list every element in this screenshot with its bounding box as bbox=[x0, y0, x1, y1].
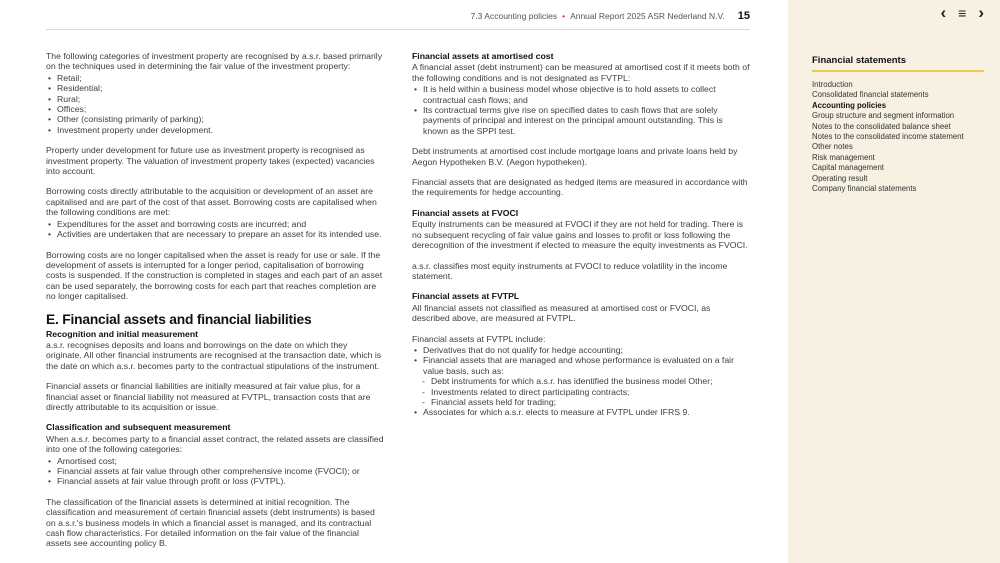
sidebar-item[interactable]: Risk management bbox=[812, 152, 875, 162]
sidebar-item[interactable]: Operating result bbox=[812, 173, 868, 183]
left-column bbox=[46, 51, 384, 559]
sidebar-item[interactable]: Capital management bbox=[812, 163, 884, 173]
sidebar-item[interactable]: Accounting policies bbox=[812, 100, 887, 110]
paragraph: Debt instruments at amortised cost include mortgage loans and private loans held by Aegon Hypotheken B.V. (Aegon hypotheken). bbox=[412, 146, 738, 167]
sidebar-item[interactable]: Introduction bbox=[812, 80, 853, 89]
sidebar-nav bbox=[812, 80, 984, 194]
sidebar-item[interactable]: Other notes bbox=[812, 142, 853, 152]
sidebar-title: Financial statements bbox=[812, 55, 984, 72]
document-header bbox=[46, 10, 750, 29]
paragraph: A financial asset (debt instrument) can be measured at amortised cost if it meets both of the following conditions and is not designated as FVTPL: bbox=[412, 62, 750, 83]
bullet-list-item: • Financial assets at fair value through profit or loss (FVTPL). bbox=[46, 476, 384, 486]
bullet-list bbox=[46, 73, 384, 135]
dash-list-item: - Debt instruments for which a.s.r. has identified the business model Other; bbox=[412, 376, 750, 386]
bullet-list-item: • Residential; bbox=[46, 83, 384, 93]
dash-list-item: - Investments related to direct participating contracts; bbox=[412, 387, 750, 397]
header-section-label: 7.3 Accounting policies bbox=[470, 11, 558, 21]
section-heading: E. Financial assets and financial liabilities bbox=[46, 311, 312, 327]
paragraph: All financial assets not classified as measured at amortised cost or FVOCI, as described above, are measured at FVTPL. bbox=[412, 302, 711, 324]
bullet-list-item: • Amortised cost; bbox=[46, 456, 384, 466]
bullet-list-item: • Investment property under development. bbox=[46, 125, 384, 135]
menu-icon[interactable]: ≡ bbox=[958, 5, 967, 21]
sidebar-item[interactable]: Company financial statements bbox=[812, 184, 917, 194]
bullet-list-item: • Derivatives that do not qualify for hedge accounting; bbox=[412, 345, 750, 355]
chevron-right-icon[interactable]: › bbox=[978, 3, 984, 22]
sub-heading: Classification and subsequent measurement bbox=[46, 422, 231, 433]
bullet-list-item: • Rural; bbox=[46, 94, 384, 104]
paragraph: Borrowing costs directly attributable to the acquisition or development of an asset are capitalised and are part of the cost of that asset. Borrowing costs are capitalised when the following conditions are met: bbox=[46, 186, 377, 218]
sub-heading: Recognition and initial measurement bbox=[46, 328, 199, 339]
bullet-list-item: • It is held within a business model whose objective is to hold assets to collect contractual cash flows; and bbox=[412, 84, 750, 105]
paragraph: When a.s.r. becomes party to a financial asset contract, the related assets are classified into one of the following categories: bbox=[46, 433, 384, 455]
sidebar-item[interactable]: Consolidated financial statements bbox=[812, 90, 929, 100]
bullet-list bbox=[412, 345, 750, 418]
bullet-list-item: • Activities are undertaken that are necessary to prepare an asset for its intended use. bbox=[46, 229, 384, 239]
paragraph: The following categories of investment property are recognised by a.s.r. based primarily on the techniques used in determining the fair value of the investment property: bbox=[46, 51, 383, 72]
right-column bbox=[412, 51, 750, 559]
bullet-list-item: • Retail; bbox=[46, 73, 384, 83]
sidebar bbox=[788, 0, 1000, 563]
paragraph: Equity instruments can be measured at FVOCI if they are not held for trading. There is no subsequent recycling of fair value gains and losses to profit or loss following the derecognition of the investment if elected to measure the equity investments as FVOCI. bbox=[412, 219, 748, 251]
paragraph: a.s.r. classifies most equity instruments at FVOCI to reduce volatility in the income statement. bbox=[412, 260, 728, 281]
bullet-list bbox=[46, 456, 384, 487]
dash-list-item: - Financial assets held for trading; bbox=[412, 397, 750, 407]
page-number: 15 bbox=[737, 10, 750, 22]
paragraph: Financial assets that are designated as hedged items are measured in accordance with the requirements for hedge accounting. bbox=[412, 177, 748, 198]
sidebar-item[interactable]: Group structure and segment information bbox=[812, 111, 955, 121]
sidebar-item[interactable]: Notes to the consolidated income statement bbox=[812, 132, 964, 142]
header-report-title: Annual Report 2025 ASR Nederland N.V. bbox=[570, 11, 725, 21]
bullet-list bbox=[46, 219, 384, 240]
document-body bbox=[46, 51, 750, 559]
header-divider bbox=[46, 29, 750, 30]
bullet-list-item: • Associates for which a.s.r. elects to measure at FVTPL under IFRS 9. bbox=[412, 407, 750, 417]
chevron-left-icon[interactable]: ‹ bbox=[940, 3, 947, 22]
bullet-list-item: • Its contractual terms give rise on specified dates to cash flows that are solely payments of principal and interest on the principal amount outstanding. This is known as the SPPI test. bbox=[412, 105, 750, 136]
bullet-list-item: • Other (consisting primarily of parking); bbox=[46, 114, 384, 124]
paragraph: Property under development for future use as investment property is recognised as investment property. The valuation of investment property takes (expected) vacancies into account. bbox=[46, 145, 375, 177]
paragraph: The classification of the financial assets is determined at initial recognition. The classification and measurement of certain financial assets (debt instruments) is based on a.s.r.'s business models in which a financial asset is managed, and its contractual cash flow characteristics. For detailed information on the fair value of the financial assets see accounting policy B. bbox=[46, 496, 375, 549]
paragraph: Financial assets or financial liabilities are initially measured at fair value plus, for a financial asset or financial liability not measured at FVTPL, transaction costs that are directly attributable to its acquisition or issue. bbox=[46, 381, 371, 412]
sub-heading: Financial assets at FVOCI bbox=[412, 207, 519, 218]
bullet-list-item: • Expenditures for the asset and borrowing costs are incurred; and bbox=[46, 219, 384, 229]
navigation-toolbar bbox=[812, 0, 984, 21]
sub-heading: Financial assets at amortised cost bbox=[412, 51, 554, 61]
bullet-list bbox=[412, 84, 750, 136]
header-separator-dot: • bbox=[562, 11, 566, 21]
paragraph: Financial assets at FVTPL include: bbox=[412, 333, 546, 344]
sub-heading: Financial assets at FVTPL bbox=[412, 291, 520, 302]
paragraph: a.s.r. recognises deposits and loans and borrowings on the date on which they originate. All other financial instruments are recognised at the transaction date, which is the date on which a.s.r. becomes party to the contractual stipulations of the instrument. bbox=[46, 339, 382, 371]
paragraph: Borrowing costs are no longer capitalised when the asset is ready for use or sale. If the development of assets is interrupted for a longer period, capitalisation of borrowing costs is suspended. If the construction is completed in stages and each part of an asset can be used separately, the borrowing costs for each part that reaches completion are no longer capitalised. bbox=[46, 249, 383, 302]
bullet-list-item: • Financial assets at fair value through other comprehensive income (FVOCI); or bbox=[46, 466, 384, 476]
sidebar-item[interactable]: Notes to the consolidated balance sheet bbox=[812, 121, 951, 131]
bullet-list-item: • Financial assets that are managed and whose performance is evaluated on a fair value basis, such as: bbox=[412, 355, 750, 376]
bullet-list-item: • Offices; bbox=[46, 104, 384, 114]
